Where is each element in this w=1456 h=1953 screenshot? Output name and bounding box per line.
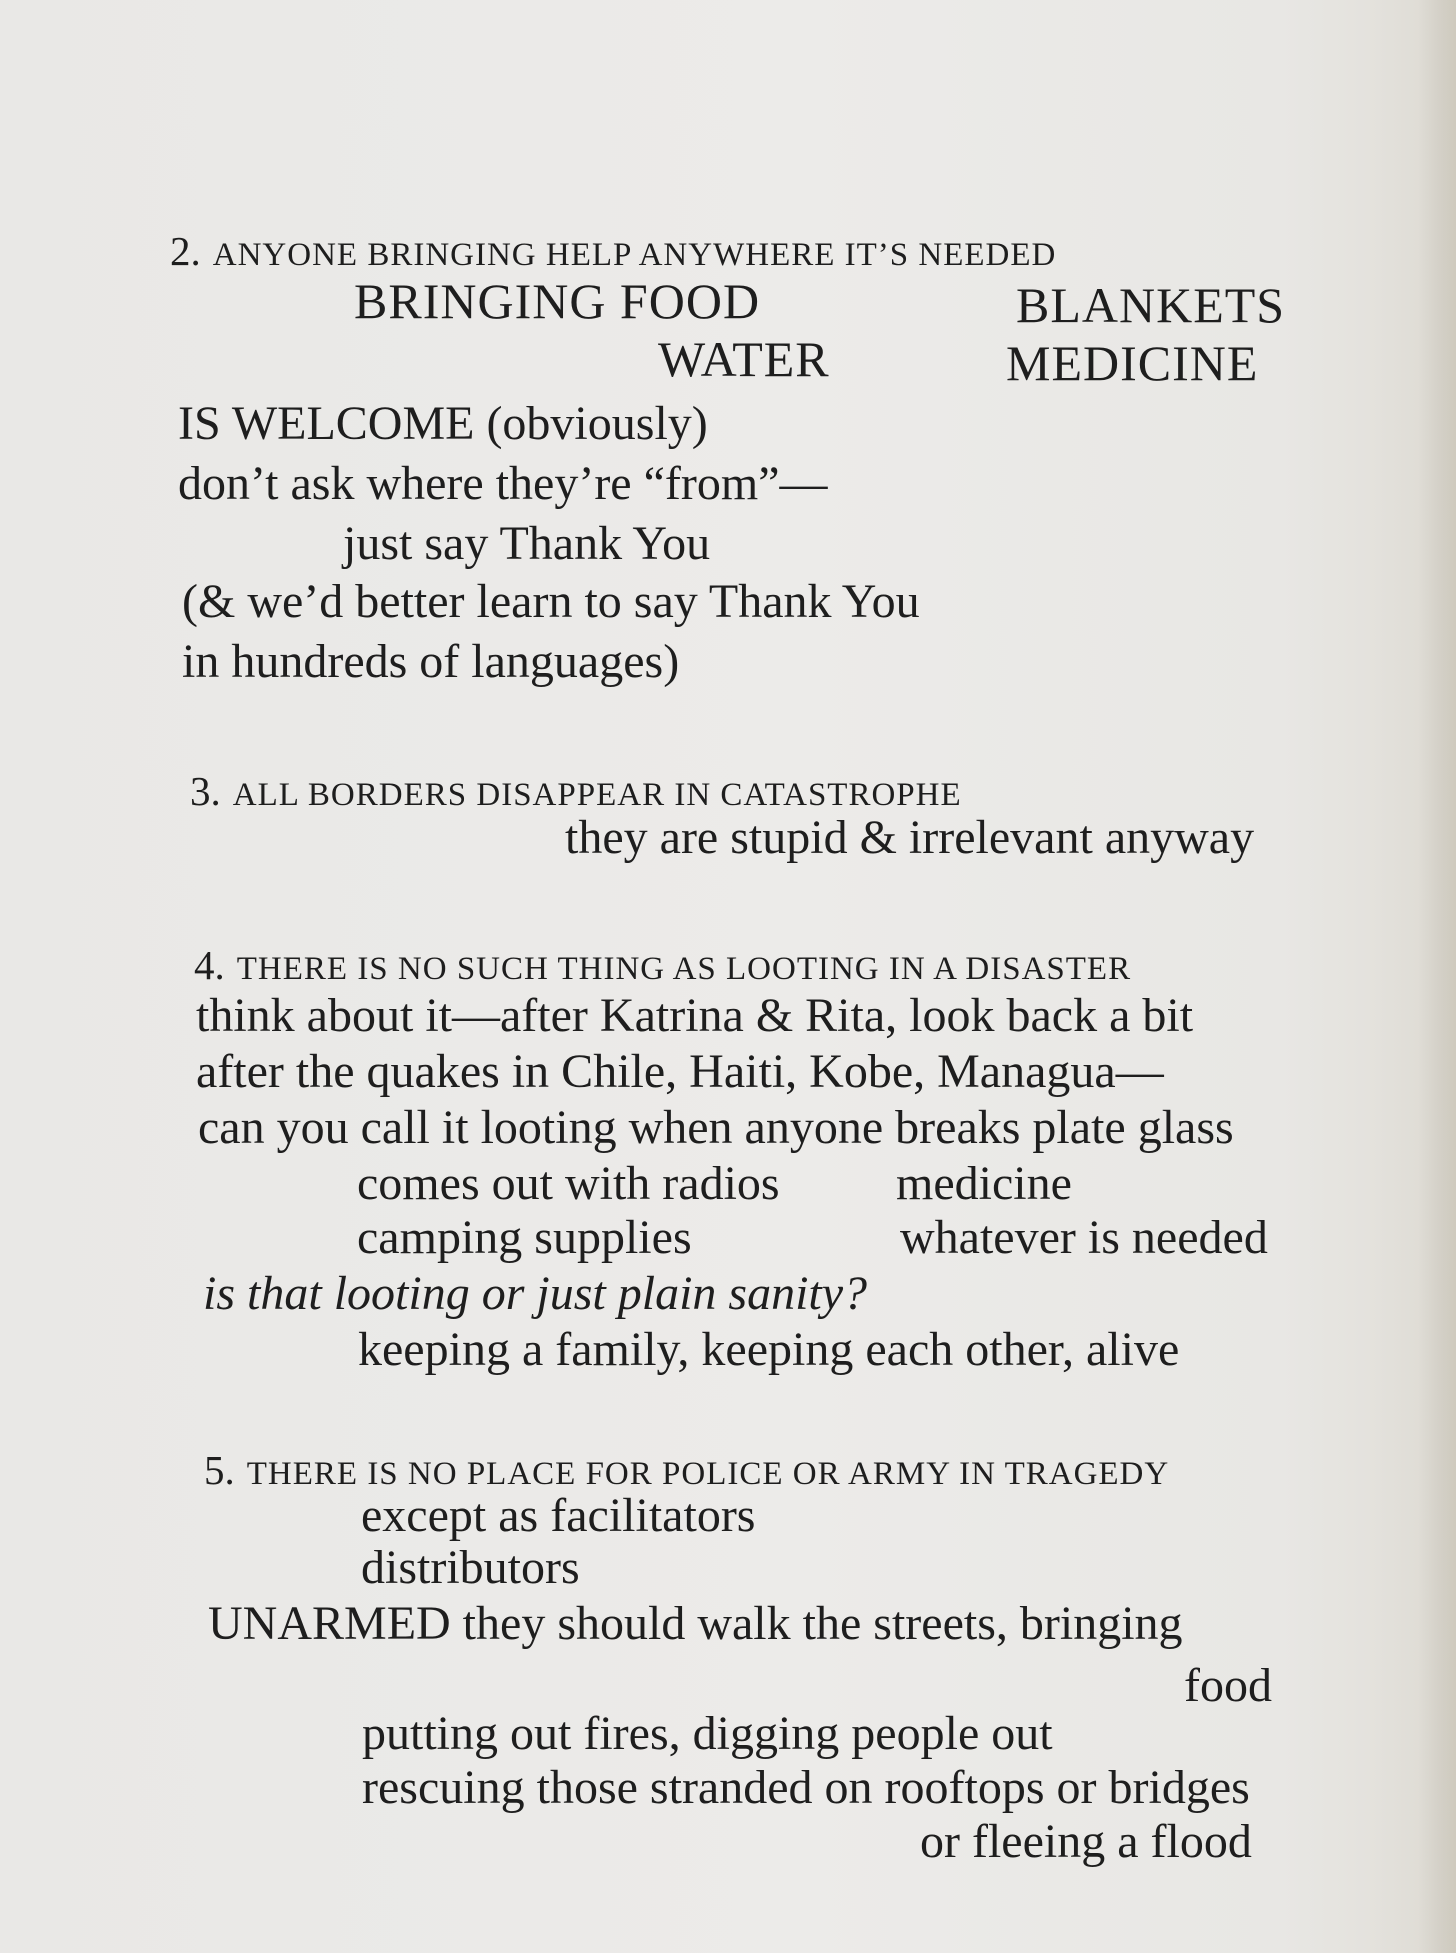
poem-line: WATER <box>658 331 830 387</box>
poem-line: IS WELCOME (obviously) <box>178 397 708 450</box>
poem-line: don’t ask where they’re “from”— <box>178 457 828 510</box>
poem-line: UNARMED they should walk the streets, bringing <box>208 1597 1183 1650</box>
poem-line: BLANKETS <box>1016 277 1286 333</box>
poem-line: BRINGING FOOD <box>354 273 761 329</box>
poem-line: can you call it looting when anyone breaks plate glass <box>198 1101 1234 1154</box>
poem-line: camping supplies <box>357 1211 692 1264</box>
poem-line: keeping a family, keeping each other, alive <box>358 1323 1180 1376</box>
poem-line: rescuing those stranded on rooftops or bridges <box>362 1761 1250 1814</box>
section-heading: ANYONE BRINGING HELP ANYWHERE IT’S NEEDED <box>212 237 1057 273</box>
poem-line: in hundreds of languages) <box>182 635 680 688</box>
poem-line: think about it—after Katrina & Rita, look back a bit <box>196 989 1194 1042</box>
poem-line: MEDICINE <box>1006 335 1259 391</box>
poem-line-italic: is that looting or just plain sanity? <box>203 1267 868 1320</box>
section-number: 3. <box>190 768 221 814</box>
section-number: 2. <box>170 228 201 274</box>
poem-line: food <box>1184 1659 1272 1712</box>
poem-line: they are stupid & irrelevant anyway <box>565 811 1255 864</box>
section-heading: ALL BORDERS DISAPPEAR IN CATASTROPHE <box>232 777 962 813</box>
section-number: 4. <box>194 942 225 988</box>
poem-line: or fleeing a flood <box>920 1815 1252 1868</box>
page-edge-shadow <box>1418 0 1456 1953</box>
poem-line: just say Thank You <box>343 517 711 570</box>
poem-line: distributors <box>361 1541 580 1594</box>
poem-line: except as facilitators <box>361 1489 756 1542</box>
poem-line: (& we’d better learn to say Thank You <box>182 575 920 628</box>
poem-line: after the quakes in Chile, Haiti, Kobe, Managua— <box>196 1045 1164 1098</box>
poem-line: comes out with radios <box>357 1157 780 1210</box>
section-heading: THERE IS NO SUCH THING AS LOOTING IN A DISASTER <box>236 951 1132 987</box>
poem-line: medicine <box>896 1157 1072 1210</box>
section-heading: THERE IS NO PLACE FOR POLICE OR ARMY IN TRAGEDY <box>246 1456 1170 1492</box>
section-number: 5. <box>204 1447 235 1493</box>
poem-line: whatever is needed <box>900 1211 1268 1264</box>
poem-line: putting out fires, digging people out <box>362 1707 1053 1760</box>
